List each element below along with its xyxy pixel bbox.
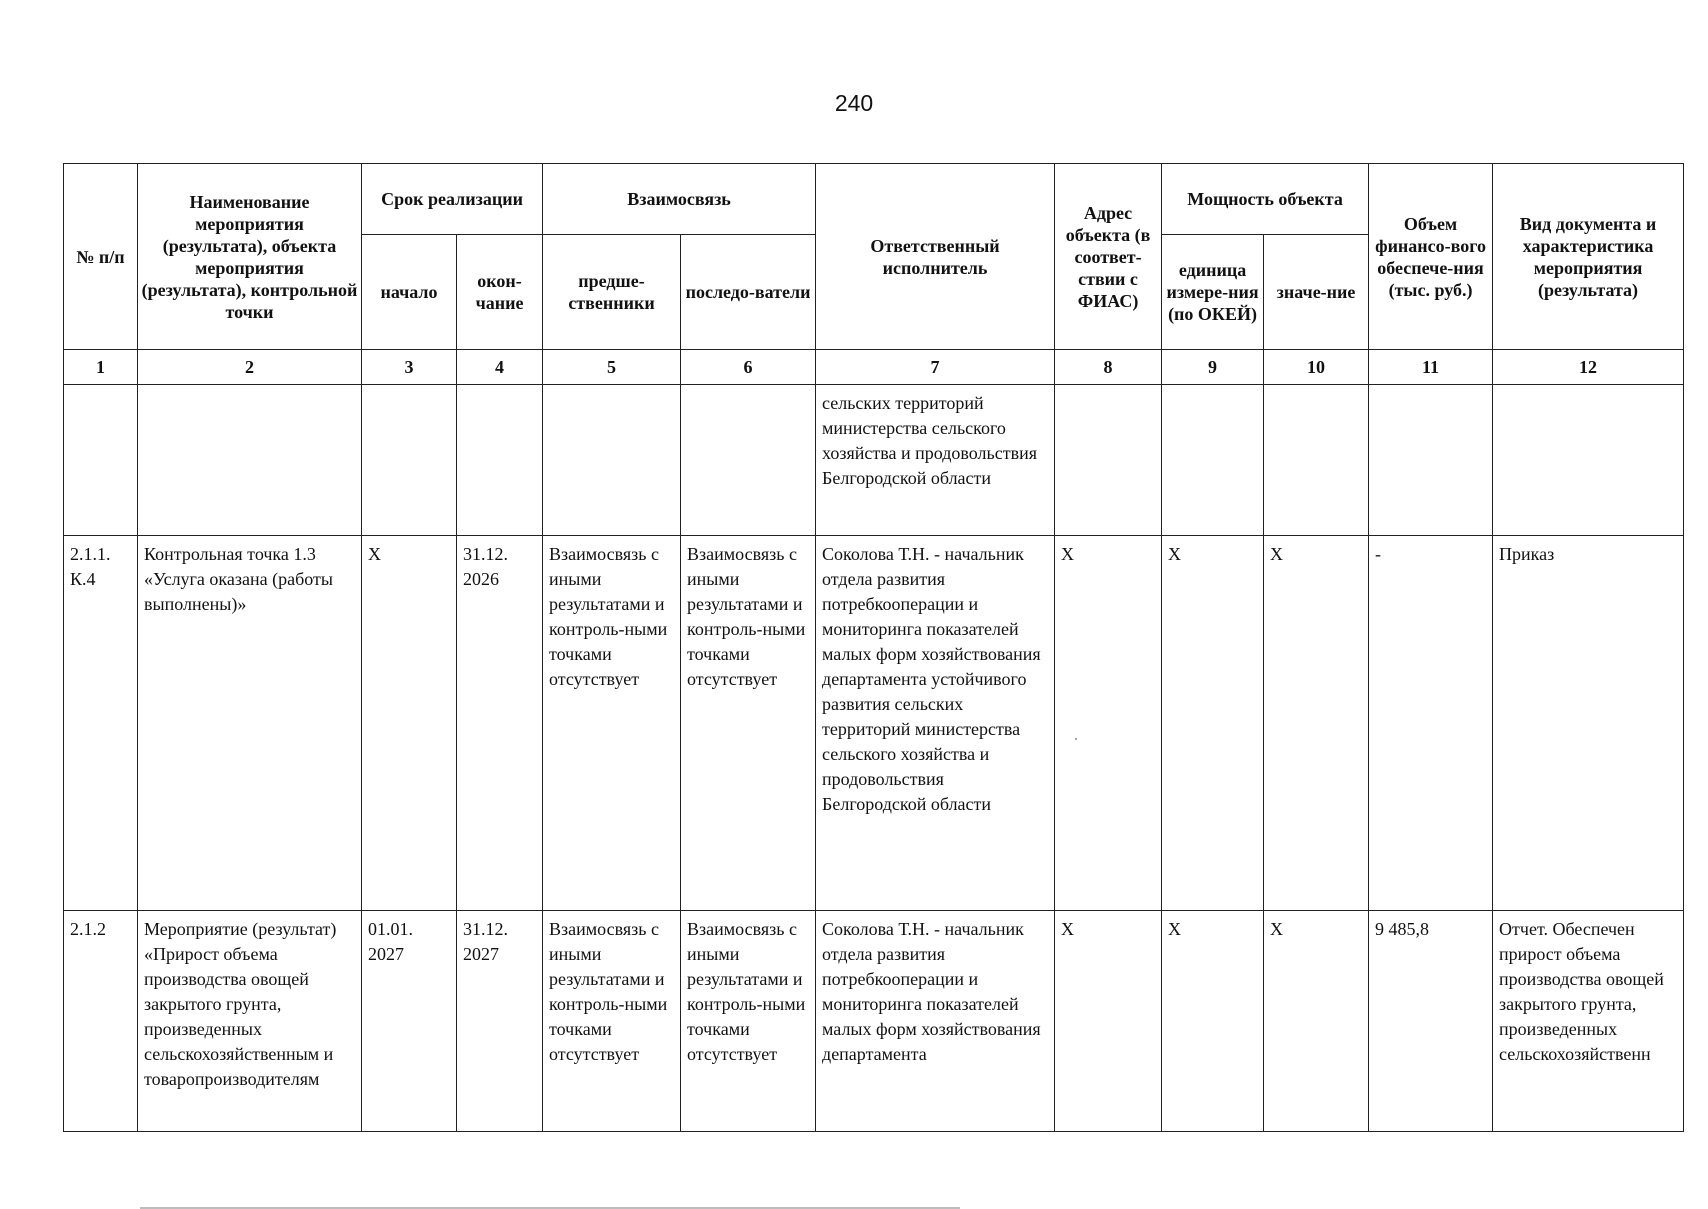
cell-predecessors xyxy=(543,385,681,536)
activities-table xyxy=(63,163,1684,1132)
cell-start: 01.01. 2027 xyxy=(362,911,457,1132)
column-number: 10 xyxy=(1264,350,1369,385)
header-predecessors: предше-ственники xyxy=(543,235,681,350)
column-number: 7 xyxy=(816,350,1055,385)
header-unit: единица измере-ния (по ОКЕЙ) xyxy=(1162,235,1264,350)
cell-responsible: сельских территорий министерства сельского хозяйства и продовольствия Белгородской области xyxy=(816,385,1055,536)
column-number: 12 xyxy=(1493,350,1684,385)
page-number: 240 xyxy=(834,90,874,116)
cell-value xyxy=(1264,385,1369,536)
cell-end: 31.12. 2027 xyxy=(457,911,543,1132)
cell-document: Отчет. Обеспечен прирост объема производства овощей закрытого грунта, произведенных сельскохозяйственн xyxy=(1493,911,1684,1132)
cell-financing: - xyxy=(1369,536,1493,911)
column-number: 9 xyxy=(1162,350,1264,385)
column-number: 4 xyxy=(457,350,543,385)
cell-num xyxy=(64,385,138,536)
cell-num: 2.1.1. К.4 xyxy=(64,536,138,911)
cell-start xyxy=(362,385,457,536)
header-power-group: Мощность объекта xyxy=(1162,164,1369,235)
cell-name: Контрольная точка 1.3 «Услуга оказана (работы выполнены)» xyxy=(138,536,362,911)
scan-speck xyxy=(1075,738,1077,740)
table-row xyxy=(64,536,1684,911)
cell-address: X xyxy=(1055,536,1162,911)
column-number: 8 xyxy=(1055,350,1162,385)
table-row xyxy=(64,385,1684,536)
header-term-group: Срок реализации xyxy=(362,164,543,235)
cell-address: X xyxy=(1055,911,1162,1132)
cell-unit: X xyxy=(1162,536,1264,911)
cell-successors: Взаимосвязь с иными результатами и контроль-ными точками отсутствует xyxy=(681,911,816,1132)
column-number: 3 xyxy=(362,350,457,385)
header-link-group: Взаимосвязь xyxy=(543,164,816,235)
column-number: 6 xyxy=(681,350,816,385)
cell-document xyxy=(1493,385,1684,536)
cell-start: X xyxy=(362,536,457,911)
header-successors: последо-ватели xyxy=(681,235,816,350)
column-number: 2 xyxy=(138,350,362,385)
cell-unit xyxy=(1162,385,1264,536)
cell-responsible: Соколова Т.Н. - начальник отдела развития потребкооперации и мониторинга показателей малых форм хозяйствования департамента устойчивого развития сельских территорий министерства сельского хозяйства и продовольствия Белгородской области xyxy=(816,536,1055,911)
table-row xyxy=(64,911,1684,1132)
header-document: Вид документа и характеристика мероприятия (результата) xyxy=(1493,164,1684,350)
header-num: № п/п xyxy=(64,164,138,350)
column-number: 11 xyxy=(1369,350,1493,385)
cell-name xyxy=(138,385,362,536)
header-financing: Объем финансо-вого обеспече-ния (тыс. руб.) xyxy=(1369,164,1493,350)
cell-responsible: Соколова Т.Н. - начальник отдела развития потребкооперации и мониторинга показателей малых форм хозяйствования департамента xyxy=(816,911,1055,1132)
cell-value: X xyxy=(1264,536,1369,911)
cell-end: 31.12. 2026 xyxy=(457,536,543,911)
cell-successors: Взаимосвязь с иными результатами и контроль-ными точками отсутствует xyxy=(681,536,816,911)
header-address: Адрес объекта (в соответ-ствии с ФИАС) xyxy=(1055,164,1162,350)
header-end: окон-чание xyxy=(457,235,543,350)
cell-unit: X xyxy=(1162,911,1264,1132)
cell-predecessors: Взаимосвязь с иными результатами и контроль-ными точками отсутствует xyxy=(543,911,681,1132)
cell-name: Мероприятие (результат) «Прирост объема производства овощей закрытого грунта, произведенных сельскохозяйственным и товаропроизводителям xyxy=(138,911,362,1132)
cell-num: 2.1.2 xyxy=(64,911,138,1132)
cell-predecessors: Взаимосвязь с иными результатами и контроль-ными точками отсутствует xyxy=(543,536,681,911)
header-name: Наименование мероприятия (результата), объекта мероприятия (результата), контрольной точки xyxy=(138,164,362,350)
cell-document: Приказ xyxy=(1493,536,1684,911)
cell-financing xyxy=(1369,385,1493,536)
header-start: начало xyxy=(362,235,457,350)
cell-successors xyxy=(681,385,816,536)
header-responsible: Ответственный исполнитель xyxy=(816,164,1055,350)
column-number: 1 xyxy=(64,350,138,385)
column-number: 5 xyxy=(543,350,681,385)
header-value: значе-ние xyxy=(1264,235,1369,350)
cell-value: X xyxy=(1264,911,1369,1132)
cell-end xyxy=(457,385,543,536)
cell-financing: 9 485,8 xyxy=(1369,911,1493,1132)
cell-address xyxy=(1055,385,1162,536)
